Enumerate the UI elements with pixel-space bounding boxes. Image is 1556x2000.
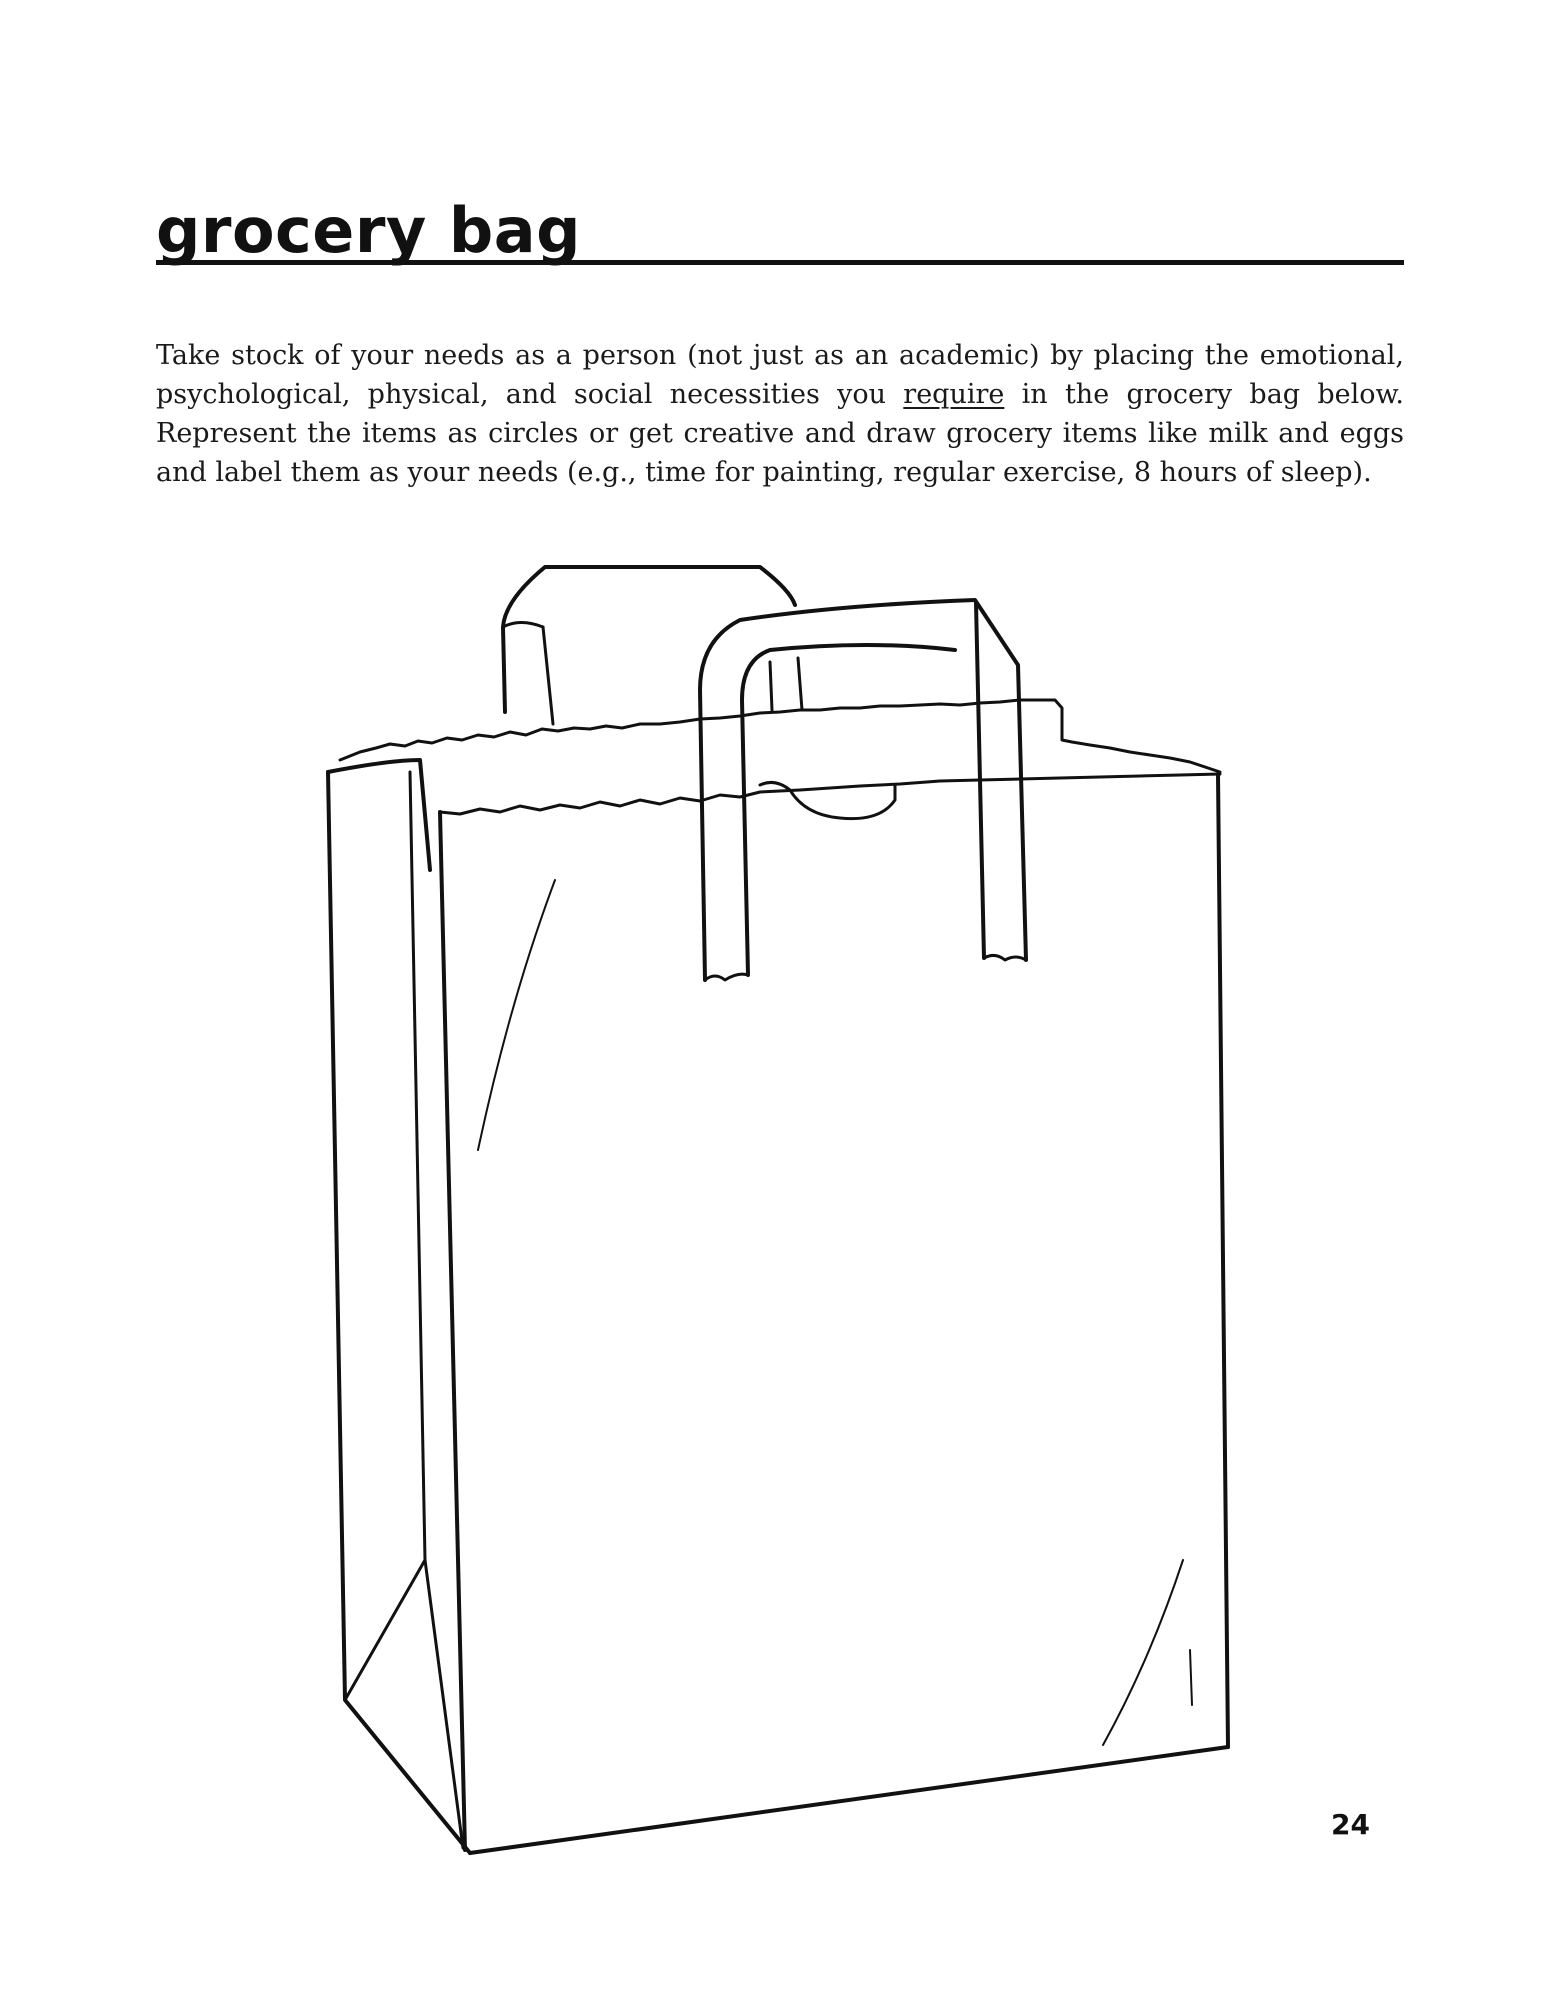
title-block [156, 180, 1404, 265]
instructions-emphasis: require [903, 379, 1005, 410]
bag-front-top-rim [440, 774, 1220, 814]
front-handle-right-end [984, 955, 1026, 960]
back-handle-right-strap [770, 658, 802, 710]
front-handle-inner [742, 645, 955, 975]
page-title: grocery bag [156, 194, 582, 267]
instructions-paragraph [156, 336, 1404, 492]
back-handle-outline [503, 567, 795, 712]
bag-left-fold [345, 772, 425, 1700]
bag-front-right-edge [1218, 774, 1228, 1747]
bag-back-rim [340, 700, 1220, 772]
instructions-text-before: Take stock of your needs as a person (not just as an academic) by placing the emotional, psychological, physical, and social necessities you [156, 340, 1404, 410]
instructions-text-after: in the grocery bag below. Represent the items as circles or get creative and draw grocery items like milk and eggs and label them as your needs (e.g., time for painting, regular exercise, 8 hours of sleep). [156, 379, 1404, 488]
bag-sheen-lower-2 [1190, 1650, 1192, 1705]
grocery-bag-icon [300, 540, 1260, 1860]
page-number: 24 [1331, 1808, 1370, 1841]
bag-left-back-edge [328, 760, 430, 870]
bag-front-bottom-edge [470, 1747, 1228, 1853]
front-handle-left-end [705, 974, 748, 980]
bag-sheen-lower-1 [1103, 1560, 1183, 1745]
back-handle-front-edge [503, 623, 543, 628]
back-handle-inner-strap [543, 627, 553, 724]
bag-sheen-upper [478, 880, 555, 1150]
